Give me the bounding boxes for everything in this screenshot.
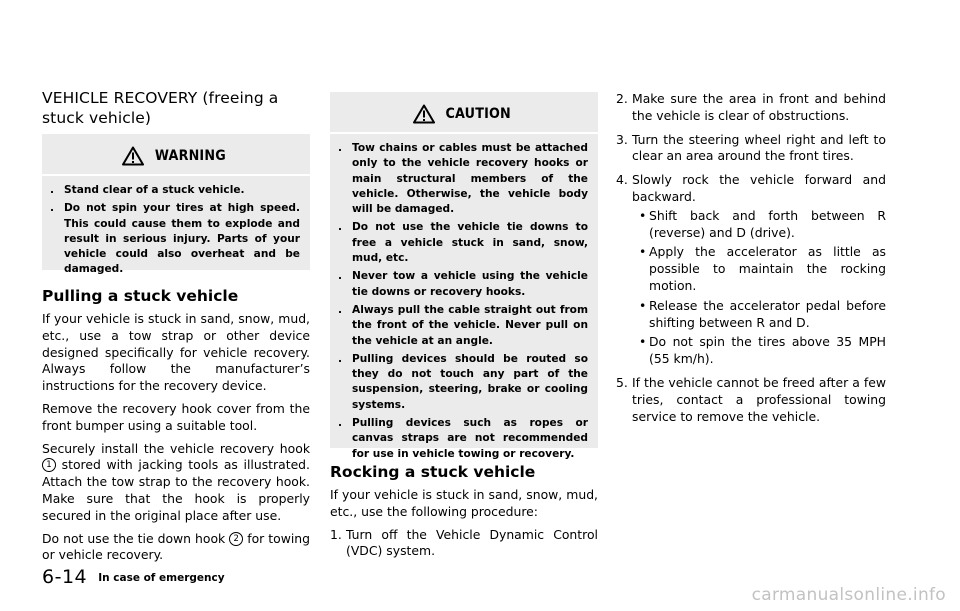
rocking-section <box>330 462 598 567</box>
pulling-paragraph-1: If your vehicle is stuck in sand, snow, mud, etc., use a tow strap or other device designed specifically for vehicle recovery. Always follow the manufacturer’s instructions for the recovery device. <box>42 311 310 394</box>
step-item: 1. Turn off the Vehicle Dynamic Control (VDC) system. <box>330 526 598 559</box>
pulling-paragraph-3: Securely install the vehicle recovery hook 1 stored with jacking tools as illustrated. Attach the tow strap to the recovery hook. Make sure that the hook is properly secured in the original place after use. <box>42 440 310 523</box>
caution-box <box>330 92 598 460</box>
rocking-intro: If your vehicle is stuck in sand, snow, mud, etc., use the following procedure: <box>330 487 598 519</box>
caution-item: . Tow chains or cables must be attached only to the vehicle recovery hooks or main structural members of the vehicle. Otherwise, the vehicle body will be damaged. <box>338 142 588 216</box>
warning-triangle-icon <box>122 146 144 166</box>
rocking-steps-part-2 <box>616 91 886 432</box>
page-number: 6-14 <box>42 566 88 588</box>
warning-list <box>42 176 310 278</box>
caution-list <box>330 134 598 462</box>
caution-label: CAUTION <box>445 106 511 122</box>
warning-item: . Do not spin your tires at high speed. This could cause them to explode and result in serious injury. Parts of your vehicle could also overheat and be damaged. <box>50 202 300 276</box>
step-item: 2. Make sure the area in front and behind the vehicle is clear of obstructions. <box>616 91 886 123</box>
warning-item: . Stand clear of a stuck vehicle. <box>50 184 245 196</box>
step-item: 3. Turn the steering wheel right and left to clear an area around the front tires. <box>616 131 886 164</box>
pulling-paragraph-2: Remove the recovery hook cover from the front bumper using a suitable tool. <box>42 400 310 433</box>
caution-item: . Do not use the vehicle tie downs to free a vehicle stuck in sand, snow, mud, etc. <box>338 221 588 265</box>
caution-item: . Always pull the cable straight out from the front of the vehicle. Never pull on the vehicle at an angle. <box>338 303 588 347</box>
step-4-bullets <box>632 208 886 368</box>
pulling-paragraph-4: Do not use the tie down hook 2 for towing or vehicle recovery. <box>42 530 310 563</box>
callout-2-icon: 2 <box>229 532 243 546</box>
step-item: 4. Slowly rock the vehicle forward and backward. • Shift back and forth between R (reverse) and D (drive). • Apply the accelerator as little as possible to maintain the rocking motion. • Release the accelerator pedal before shifting between R and D. • Do not spin the tires above 35 MPH (55 km/h). <box>616 172 886 367</box>
callout-1-icon: 1 <box>42 458 56 472</box>
step-item: 5. If the vehicle cannot be freed after a few tries, contact a professional towing service to remove the vehicle. <box>616 374 886 424</box>
caution-triangle-icon <box>413 104 435 124</box>
pulling-section <box>42 286 310 564</box>
rocking-steps-part-1 <box>330 527 598 561</box>
rocking-title: Rocking a stuck vehicle <box>330 463 536 481</box>
caution-item: . Pulling devices should be routed so they do not touch any part of the suspension, steering, brake or cooling systems. <box>338 352 588 411</box>
caution-item: . Never tow a vehicle using the vehicle tie downs or recovery hooks. <box>338 270 588 298</box>
caution-header <box>330 92 598 126</box>
chapter-title: In case of emergency <box>98 572 225 584</box>
pulling-title: Pulling a stuck vehicle <box>42 287 239 305</box>
watermark: carmanualsonline.info <box>751 585 946 605</box>
warning-label: WARNING <box>154 148 226 164</box>
caution-item: . Pulling devices such as ropes or canvas straps are not recommended for use in vehicle towing or recovery. <box>338 417 588 460</box>
sub-bullet: • Release the accelerator pedal before shifting between R and D. <box>639 297 886 330</box>
warning-box <box>42 134 310 276</box>
warning-header <box>42 134 310 168</box>
section-title: VEHICLE RECOVERY (freeing a stuck vehicle) <box>42 89 279 127</box>
sub-bullet: • Do not spin the tires above 35 MPH (55 km/h). <box>639 334 886 367</box>
sub-bullet: • Shift back and forth between R (reverse) and D (drive). <box>639 207 886 240</box>
page-footer <box>42 566 225 588</box>
sub-bullet: • Apply the accelerator as little as possible to maintain the rocking motion. <box>639 244 886 293</box>
